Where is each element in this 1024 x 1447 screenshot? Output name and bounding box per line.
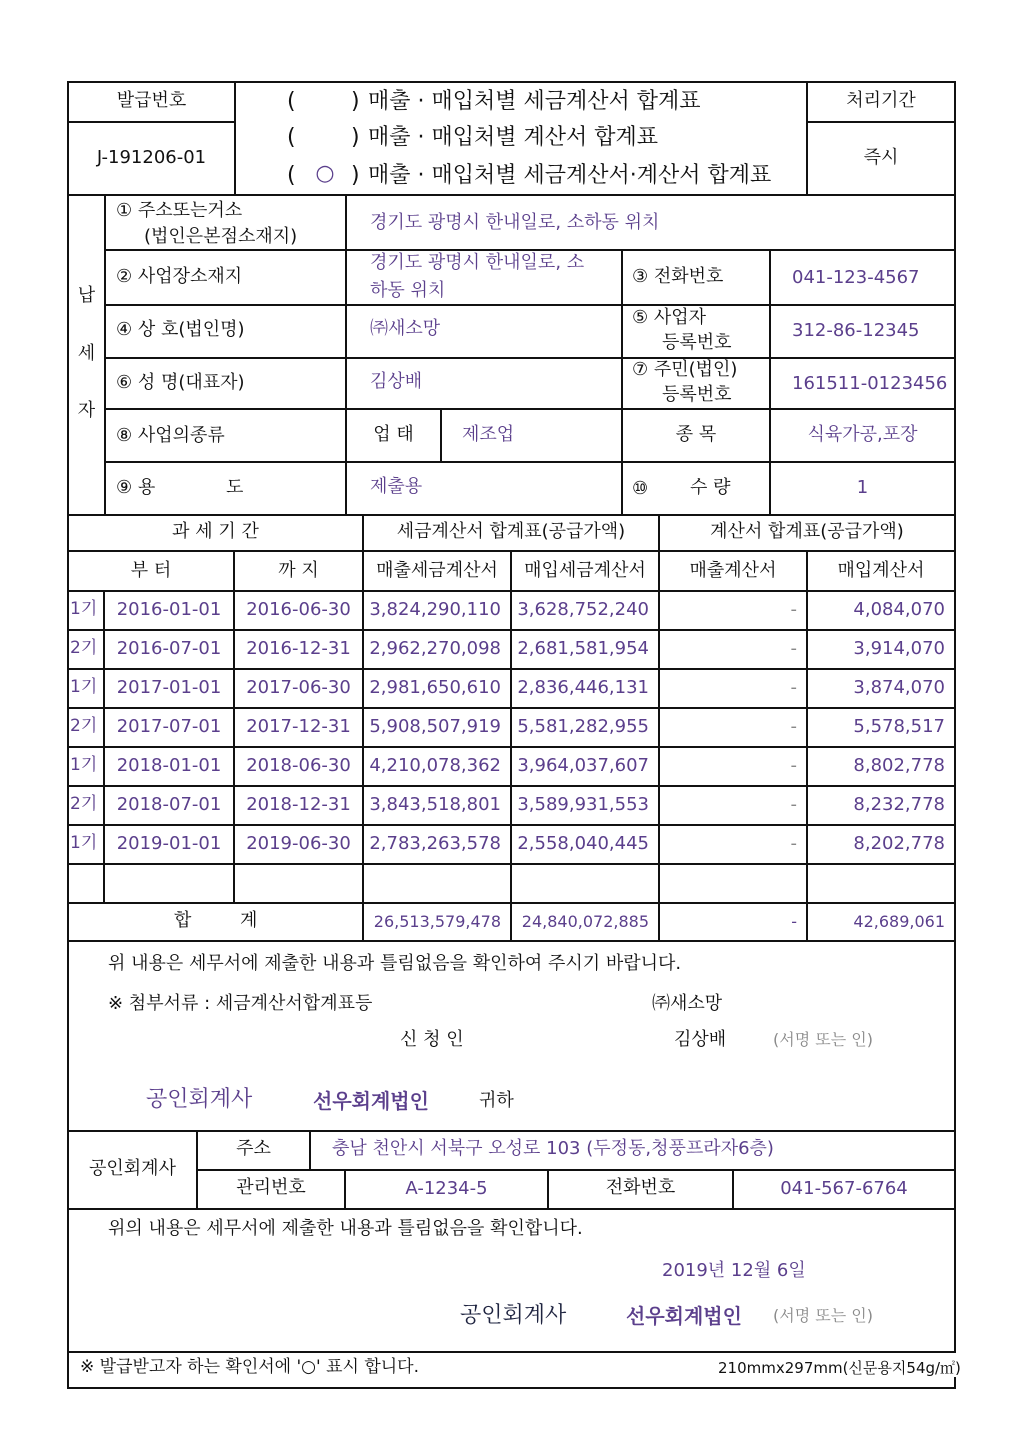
address-value: 경기도 광명시 한내일로, 소하동 위치 xyxy=(370,212,660,233)
from-cell: 2019-01-01 xyxy=(116,833,222,854)
qty-label: 수 량 xyxy=(690,477,731,498)
to-cell: 2018-12-31 xyxy=(246,794,351,815)
issue-no: J-191206-01 xyxy=(96,147,207,168)
divider xyxy=(440,408,442,462)
recipient-suffix: 귀하 xyxy=(479,1090,514,1111)
sales-tax-cell: 3,824,290,110 xyxy=(369,599,501,620)
purchase-tax-cell: 3,628,752,240 xyxy=(517,599,649,620)
sales-tax-cell: 5,908,507,919 xyxy=(369,716,501,737)
sales-tax-cell: 3,843,518,801 xyxy=(369,794,501,815)
applicant-company: ㈜새소망 xyxy=(652,993,723,1014)
divider xyxy=(67,1208,956,1210)
divider xyxy=(309,1131,311,1170)
biz-place-value-2: 하동 위치 xyxy=(370,280,446,301)
company-label: ④ 상 호(법인명) xyxy=(116,319,245,340)
to-cell: 2016-06-30 xyxy=(246,599,351,620)
purchase-cell: 3,914,070 xyxy=(853,638,945,659)
total-sales-tax: 26,513,579,478 xyxy=(373,912,501,931)
category-value: 제조업 xyxy=(462,424,515,445)
term-cell: 2기 xyxy=(70,638,98,658)
term-cell: 1기 xyxy=(70,677,98,697)
term-cell: 1기 xyxy=(70,755,98,775)
divider xyxy=(196,1169,955,1171)
divider xyxy=(104,408,955,410)
to-cell: 2016-12-31 xyxy=(246,638,351,659)
sales-cell: - xyxy=(790,794,797,815)
sales-cell: - xyxy=(790,755,797,776)
request-statement: 위 내용은 세무서에 제출한 내용과 틀림없음을 확인하여 주시기 바랍니다. xyxy=(108,953,682,974)
purchase-cell: 8,232,778 xyxy=(853,794,945,815)
from-cell: 2016-01-01 xyxy=(116,599,222,620)
category-label: 업 태 xyxy=(373,424,414,445)
from-cell: 2016-07-01 xyxy=(116,638,222,659)
purchase-cell: 3,874,070 xyxy=(853,677,945,698)
col-sales-tax-header: 매출세금계산서 xyxy=(376,560,498,581)
option-close-paren: ) xyxy=(351,89,360,114)
col-purchase-tax-header: 매입세금계산서 xyxy=(524,560,646,581)
purchase-tax-cell: 2,836,446,131 xyxy=(517,677,649,698)
qty-value: 1 xyxy=(856,477,869,498)
col-purchase-header: 매입계산서 xyxy=(837,560,925,581)
to-cell: 2017-12-31 xyxy=(246,716,351,737)
qty-label-num: ⑩ xyxy=(632,478,649,499)
period-header: 과 세 기 간 xyxy=(172,521,259,542)
frame-left xyxy=(67,81,69,1388)
total-label-end: 계 xyxy=(240,910,258,931)
to-header: 까 지 xyxy=(278,560,319,581)
frame-top xyxy=(67,81,956,83)
divider xyxy=(806,121,955,123)
divider xyxy=(104,357,955,359)
divider xyxy=(67,514,956,516)
sales-cell: - xyxy=(790,677,797,698)
purpose-label-end: 도 xyxy=(226,477,244,498)
phone-value: 041-123-4567 xyxy=(792,267,920,288)
sales-cell: - xyxy=(790,716,797,737)
purchase-cell: 8,802,778 xyxy=(853,755,945,776)
term-cell: 2기 xyxy=(70,716,98,736)
biz-type-label: ⑧ 사업의종류 xyxy=(116,425,225,446)
from-cell: 2018-01-01 xyxy=(116,755,222,776)
accountant-phone-label: 전화번호 xyxy=(605,1177,676,1198)
biz-place-value-1: 경기도 광명시 한내일로, 소 xyxy=(370,252,585,273)
from-cell: 2017-07-01 xyxy=(116,716,222,737)
mgmt-no-label: 관리번호 xyxy=(236,1177,306,1198)
purchase-tax-cell: 3,964,037,607 xyxy=(517,755,649,776)
name-value: 김상배 xyxy=(370,371,423,392)
divider xyxy=(621,250,623,515)
side-char: 자 xyxy=(77,400,96,421)
divider xyxy=(345,195,347,515)
item-value: 식육가공,포장 xyxy=(807,424,918,445)
frame-right xyxy=(954,81,956,1352)
company-value: ㈜새소망 xyxy=(370,318,441,339)
applicant-name: 김상배 xyxy=(674,1029,727,1050)
sales-cell: - xyxy=(790,599,797,620)
option-open-paren: ( xyxy=(287,125,296,150)
divider xyxy=(769,250,771,515)
tax-invoice-header: 세금계산서 합계표(공급가액) xyxy=(396,521,626,542)
paper-spec: 210mmx297mm(신문용지54g/㎡) xyxy=(718,1359,961,1377)
option-close-paren: ) xyxy=(351,163,360,188)
side-char: 세 xyxy=(77,343,96,364)
to-cell: 2019-06-30 xyxy=(246,833,351,854)
biz-reg-value: 312-86-12345 xyxy=(792,320,920,341)
from-cell: 2017-01-01 xyxy=(116,677,222,698)
purchase-cell: 4,084,070 xyxy=(853,599,945,620)
purchase-tax-cell: 5,581,282,955 xyxy=(517,716,649,737)
from-cell: 2018-07-01 xyxy=(116,794,222,815)
sales-tax-cell: 4,210,078,362 xyxy=(369,755,501,776)
confirmation-date: 2019년 12월 6일 xyxy=(662,1260,806,1281)
divider xyxy=(67,1351,956,1353)
to-cell: 2017-06-30 xyxy=(246,677,351,698)
biz-reg-label-sub: 등록번호 xyxy=(662,332,732,353)
biz-reg-label: ⑤ 사업자 xyxy=(632,307,707,328)
resident-label-sub: 등록번호 xyxy=(662,384,732,405)
option-close-paren: ) xyxy=(351,125,360,150)
address-label: ① 주소또는거소 xyxy=(116,200,243,221)
divider xyxy=(234,81,236,195)
processing-label: 처리기간 xyxy=(846,90,916,111)
purpose-value: 제출용 xyxy=(370,476,423,497)
term-cell: 2기 xyxy=(70,794,98,814)
item-label: 종 목 xyxy=(675,424,717,445)
option-title: 매출 · 매입처별 세금계산서 합계표 xyxy=(368,89,701,114)
accountant-address-label: 주소 xyxy=(236,1138,271,1159)
resident-label: ⑦ 주민(법인) xyxy=(632,359,738,380)
circle-mark-icon: ○ xyxy=(315,161,335,186)
attachment-note: ※ 첨부서류 : 세금계산서합계표등 xyxy=(108,993,373,1014)
purchase-tax-cell: 2,558,040,445 xyxy=(517,833,649,854)
side-char: 납 xyxy=(77,285,96,306)
total-purchase-tax: 24,840,072,885 xyxy=(521,912,649,931)
total-purchase: 42,689,061 xyxy=(853,912,945,931)
option-open-paren: ( xyxy=(287,163,296,188)
divider xyxy=(104,195,106,515)
sales-tax-cell: 2,981,650,610 xyxy=(369,677,501,698)
divider xyxy=(103,591,105,903)
col-sales-header: 매출계산서 xyxy=(689,560,777,581)
divider xyxy=(104,461,955,463)
sign-hint: (서명 또는 인) xyxy=(773,1030,873,1049)
frame-bottom xyxy=(67,1387,956,1389)
divider xyxy=(67,194,956,196)
mgmt-no: A-1234-5 xyxy=(405,1178,488,1199)
processing-value: 즉시 xyxy=(863,147,899,168)
term-cell: 1기 xyxy=(70,599,98,619)
purchase-tax-cell: 2,681,581,954 xyxy=(517,638,649,659)
sales-cell: - xyxy=(790,833,797,854)
sales-tax-cell: 2,962,270,098 xyxy=(369,638,501,659)
biz-place-label: ② 사업장소재지 xyxy=(116,266,243,287)
option-open-paren: ( xyxy=(287,89,296,114)
divider xyxy=(104,304,955,306)
name-label: ⑥ 성 명(대표자) xyxy=(116,372,245,393)
purchase-cell: 5,578,517 xyxy=(853,716,945,737)
confirmation-title: 공인회계사 xyxy=(460,1303,567,1328)
issue-no-label: 발급번호 xyxy=(116,90,187,111)
purchase-tax-cell: 3,589,931,553 xyxy=(517,794,649,815)
applicant-label: 신 청 인 xyxy=(400,1029,464,1050)
purchase-cell: 8,202,778 xyxy=(853,833,945,854)
recipient-firm: 선우회계법인 xyxy=(313,1089,429,1113)
option-title: 매출 · 매입처별 세금계산서·계산서 합계표 xyxy=(368,163,772,188)
to-cell: 2018-06-30 xyxy=(246,755,351,776)
resident-value: 161511-0123456 xyxy=(792,373,948,394)
divider xyxy=(67,1130,956,1132)
purpose-label: ⑨ 용 xyxy=(116,477,156,498)
footer-note: ※ 발급받고자 하는 확인서에 '○' 표시 합니다. xyxy=(80,1357,420,1377)
divider xyxy=(104,249,955,251)
accountant-label: 공인회계사 xyxy=(89,1158,176,1179)
confirmation-sign-hint: (서명 또는 인) xyxy=(773,1306,873,1325)
confirmation-statement: 위의 내용은 세무서에 제출한 내용과 틀림없음을 확인합니다. xyxy=(108,1218,583,1239)
term-cell: 1기 xyxy=(70,833,98,853)
option-title: 매출 · 매입처별 계산서 합계표 xyxy=(368,125,658,150)
invoice-header: 계산서 합계표(공급가액) xyxy=(710,521,904,542)
address-label-sub: (법인은본점소재지) xyxy=(144,226,298,247)
from-header: 부 터 xyxy=(130,560,172,581)
accountant-address: 충남 천안시 서북구 오성로 103 (두정동,청풍프라자6층) xyxy=(332,1138,774,1159)
divider xyxy=(67,121,235,123)
sales-tax-cell: 2,783,263,578 xyxy=(369,833,501,854)
accountant-phone: 041-567-6764 xyxy=(780,1178,908,1199)
recipient-title: 공인회계사 xyxy=(146,1087,253,1112)
sales-cell: - xyxy=(790,638,797,659)
total-sales: - xyxy=(791,912,797,931)
phone-label: ③ 전화번호 xyxy=(632,266,724,287)
confirmation-firm: 선우회계법인 xyxy=(626,1304,742,1328)
total-label: 합 xyxy=(174,910,192,931)
